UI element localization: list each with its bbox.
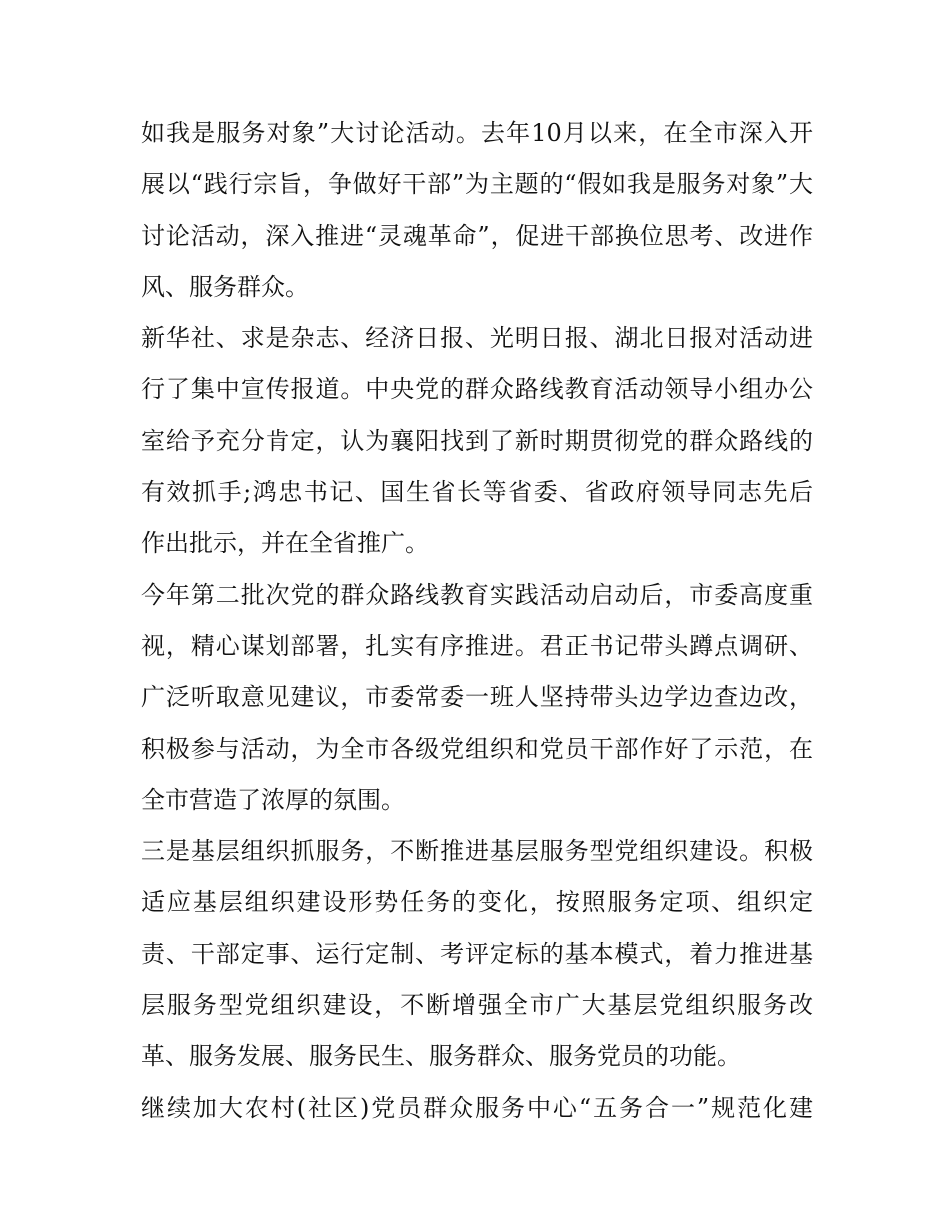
text-line: 三是基层组织抓服务，不断推进基层服务型党组织建设。积极 xyxy=(141,837,813,866)
text-line: 如我是服务对象”大讨论活动。去年10月以来，在全市深入开 xyxy=(141,119,813,147)
text-line: 新华社、求是杂志、经济日报、光明日报、湖北日报对活动进 xyxy=(141,324,813,353)
text-line: 广泛听取意见建议，市委常委一班人坚持带头边学边查边改， xyxy=(141,683,813,712)
body-text xyxy=(141,108,813,1134)
text-line: 积极参与活动，为全市各级党组织和党员干部作好了示范，在 xyxy=(141,734,813,763)
text-line: 作出批示，并在全省推广。 xyxy=(141,529,429,558)
text-line: 全市营造了浓厚的氛围。 xyxy=(141,785,405,814)
text-line: 视，精心谋划部署，扎实有序推进。君正书记带头蹲点调研、 xyxy=(141,631,813,660)
text-line: 展以“践行宗旨，争做好干部”为主题的“假如我是服务对象”大 xyxy=(141,170,813,199)
text-line: 适应基层组织建设形势任务的变化，按照服务定项、组织定 xyxy=(141,888,813,917)
text-line: 讨论活动，深入推进“灵魂革命”，促进干部换位思考、改进作 xyxy=(141,221,813,250)
text-line: 风、服务群众。 xyxy=(141,272,309,301)
text-line: 革、服务发展、服务民生、服务群众、服务党员的功能。 xyxy=(141,1042,741,1071)
text-line: 有效抓手;鸿忠书记、国生省长等省委、省政府领导同志先后 xyxy=(141,478,813,507)
text-line: 继续加大农村(社区)党员群众服务中心“五务合一”规范化建 xyxy=(141,1093,813,1122)
text-line: 今年第二批次党的群众路线教育实践活动启动后，市委高度重 xyxy=(141,580,813,609)
text-line: 行了集中宣传报道。中央党的群众路线教育活动领导小组办公 xyxy=(141,375,813,404)
text-line: 层服务型党组织建设，不断增强全市广大基层党组织服务改 xyxy=(141,991,813,1020)
text-line: 室给予充分肯定，认为襄阳找到了新时期贯彻党的群众路线的 xyxy=(141,426,813,455)
text-line: 责、干部定事、运行定制、考评定标的基本模式，着力推进基 xyxy=(141,939,813,968)
